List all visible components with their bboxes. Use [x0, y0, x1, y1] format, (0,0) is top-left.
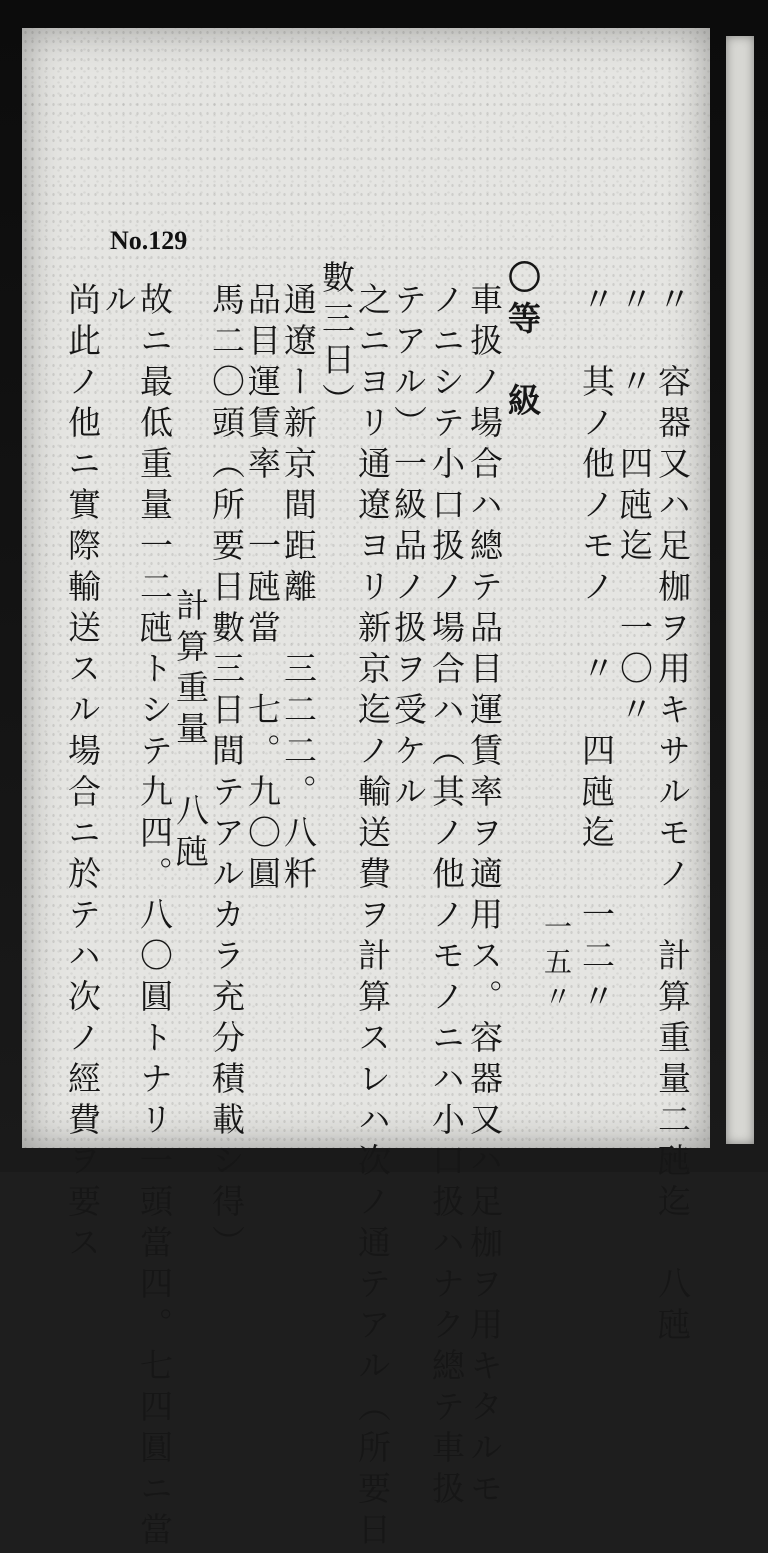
text-column-1: 〃 容器又ハ足枷ヲ用キサルモノ 計算重量二瓲迄 八瓲: [653, 282, 692, 1348]
document-page: [22, 28, 710, 1553]
text-column-15: 故ニ最低重量一二瓲トシテ九四。八〇圓トナリ一頭當四。七四圓ニ當: [135, 282, 174, 1553]
text-column-3: 〃 其ノ他ノモノ 〃 四瓲迄 一二〃: [577, 282, 616, 1020]
section-heading: 〇等 級: [503, 260, 542, 424]
text-column-16: ル: [99, 282, 138, 323]
text-column-9: 之ニヨリ通遼ヨリ新京迄ノ輸送費ヲ計算スレハ次ノ通テアル（所要日: [353, 282, 392, 1553]
text-column-6: 車扱ノ場合ハ總テ品目運賃率ヲ適用ス。容器又ハ足枷ヲ用キタルモ: [465, 282, 504, 1512]
adjacent-page-edge: [726, 36, 754, 1144]
text-column-2: 〃 〃 四瓲迄 一〇〃: [615, 282, 654, 733]
distance-line: 通遼ー新京間距離 三二二。八粁: [279, 282, 318, 897]
page-number: No.129: [110, 226, 188, 255]
text-column-4: 一五〃: [540, 282, 573, 1017]
freight-rate-line: 品目運賃率 一瓲當 七。九〇圓: [243, 282, 282, 897]
horses-line: 馬二〇頭（所要日數三日間テアルカラ充分積載シ得）: [207, 282, 246, 1266]
text-column-8: テアル）一級品ノ扱ヲ受ケル: [389, 282, 428, 815]
calc-weight-line: 計算重量 八瓲: [171, 588, 210, 875]
text-column-7: ノニシテ小口扱ノ場合ハ（其ノ他ノモノニハ小口扱ハナク總テ車扱: [427, 282, 466, 1512]
text-column-10: 數三日）: [317, 260, 356, 424]
text-column-17: 尚此ノ他ニ實際輸送スル場合ニ於テハ次ノ經費ヲ要ス: [63, 282, 102, 1266]
